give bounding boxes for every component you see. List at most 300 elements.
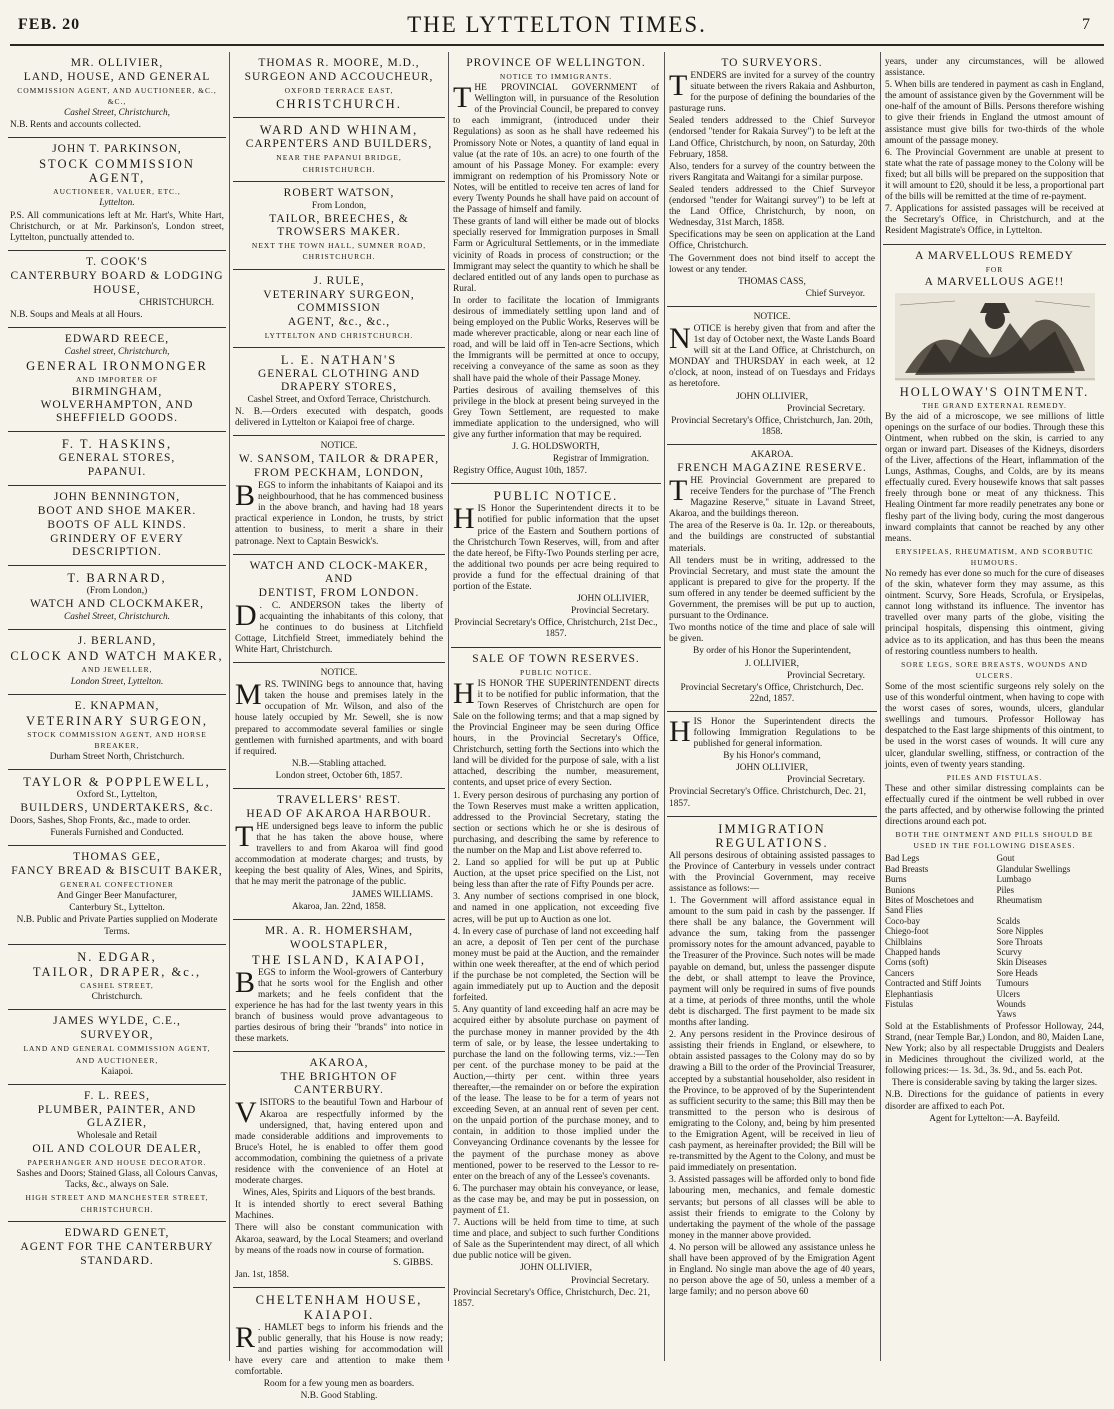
disease-item: Bad Breasts bbox=[885, 863, 929, 874]
ad-berland bbox=[8, 630, 226, 694]
ad-body: EGS to inform the inhabitants of Kaiapoi and its neighbourhood, that he has commenced business in the above branch, and having had 18 years practical experience in London, he trusts, by strict attention to business, to merit a share in their patronage. Next to Captain Beswick's. bbox=[235, 481, 443, 547]
ad-heading: AKAROA, bbox=[309, 1057, 369, 1070]
column-4 bbox=[667, 52, 877, 1361]
ad-line: From London, bbox=[311, 201, 367, 212]
ad-wylde bbox=[8, 1010, 226, 1085]
ad-body: IS HONOR THE SUPERINTENDENT directs it to be notified for public information, that the Town Reserves of Christchurch are open for Sale on the following terms; and that a map signed by the Provincial Engineer may be seen during Office hours, in the Provincial Secretary's Office, Christchurch, setting forth the Sections into which the land will be divided for the purpose of sale, with a list attached, describing the number, measurement, contents, and upset price of every Section. bbox=[453, 678, 659, 789]
ad-line: Oxford St., Lyttelton, bbox=[76, 789, 158, 800]
disease-list bbox=[885, 853, 1104, 1020]
ad-line: VETERINARY SURGEON, COMMISSION bbox=[263, 288, 415, 314]
advertiser-name: J. BERLAND, bbox=[77, 635, 157, 648]
ad-line: AUCTIONEER, VALUER, ETC., bbox=[53, 187, 181, 197]
ad-line: By his Honor's command, bbox=[723, 751, 821, 762]
advertiser-name: ROBERT WATSON, bbox=[283, 187, 395, 200]
ad-heading: AKAROA. bbox=[750, 449, 794, 460]
column-divider bbox=[880, 52, 881, 1361]
advertiser-name: EDWARD REECE, bbox=[64, 333, 170, 346]
ad-date: Akaroa, Jan. 22nd, 1858. bbox=[292, 901, 386, 912]
ad-ward-whinam bbox=[233, 118, 445, 182]
ad-body: HE Provincial Government are prepared to receive Tenders for the purchase of "The French Magazine Reserve," situate in Lavand Street, Akaroa, and the buildings thereon. bbox=[669, 476, 875, 520]
ad-heading: NOTICE. bbox=[320, 668, 358, 679]
disease-item: Gout bbox=[996, 853, 1015, 864]
drop-cap: D bbox=[235, 598, 257, 632]
ad-subheading: FRENCH MAGAZINE RESERVE. bbox=[677, 462, 867, 474]
ad-date: Provincial Secretary's Office. Christchurch, Dec. 21, 1857. bbox=[669, 787, 867, 809]
ad-line: OXFORD TERRACE EAST, bbox=[284, 86, 394, 95]
disease-item: Glandular Swellings bbox=[996, 863, 1071, 874]
column-1 bbox=[8, 52, 226, 1361]
disease-item: Chilblains bbox=[885, 936, 923, 947]
drop-cap: N bbox=[669, 321, 691, 355]
ad-line: Canterbury St., Lyttelton. bbox=[69, 903, 165, 914]
ad-body: 4. In every case of purchase of land not exceeding half an acre, a deposit of Ten per cent of the purchase money must be paid at the Auction, and the remainder within one week thereafter, at the end of which period if the purchase be not completed, the Section will be again immediately put up to Auction and the deposit forfeited. bbox=[453, 926, 659, 1004]
drop-cap: H bbox=[669, 714, 691, 748]
ad-heading: NOTICE. bbox=[753, 311, 791, 322]
ad-line: N.B. Rents and accounts collected. bbox=[10, 120, 141, 131]
ad-line: THE ISLAND, KAIAPOI, bbox=[251, 952, 426, 967]
advertiser-name: W. SANSOM, TAILOR & DRAPER, bbox=[238, 453, 440, 466]
ad-anderson bbox=[233, 555, 445, 663]
disease-item: Fistulas bbox=[885, 999, 914, 1010]
ad-body: By the aid of a microscope, we see millions of little openings on the surface of our bodies. Through these this Ointment, when rubbed on the skin, is carried to any organ or inward part. Diseases of the Kidneys, disorders of the Liver, affections of the Heart, inflammation of the Lungs, Asthmas, Coughs, and Colds, are by its means effectually cured. Every housewife knows that salt passes freely through bone or meat of any thickness. This Healing Ointment far more readily penetrates any bone or fleshy part of the living body, curing the most dangerous inward complaints that cannot be reached by any other means. bbox=[885, 411, 1104, 544]
ad-line: CHRISTCHURCH. bbox=[139, 297, 214, 308]
ad-line: GENERAL STORES, bbox=[58, 452, 176, 465]
ad-cook bbox=[8, 251, 226, 328]
ad-line: BUILDERS, UNDERTAKERS, &c. bbox=[20, 801, 214, 814]
signature-role: Registrar of Immigration. bbox=[552, 454, 649, 465]
ad-line: FOR bbox=[985, 264, 1004, 274]
advertiser-name: JOHN BENNINGTON, bbox=[53, 491, 181, 504]
ad-line: PLUMBER, PAINTER, AND GLAZIER, bbox=[37, 1104, 197, 1130]
disease-item bbox=[885, 1009, 993, 1019]
ad-line: BIRMINGHAM, WOLVERHAMPTON, AND SHEFFIELD GOODS. bbox=[40, 386, 194, 425]
drop-cap: M bbox=[235, 678, 262, 712]
ad-body: 6. The Provincial Government are unable at present to state what the rate of passage money to the Colony will be fixed; but all bills will be prepared on the supposition that it will amount to £20, should it be less, a proportional part of the bills will be remitted at the time of re-payment. bbox=[885, 147, 1104, 203]
column-3 bbox=[451, 52, 661, 1361]
ad-date: Provincial Secretary's Office, Christchurch, Jan. 20th, 1858. bbox=[671, 415, 873, 437]
ad-line: Cashel street, Christchurch, bbox=[64, 347, 170, 358]
ad-line: And Ginger Beer Manufacturer, bbox=[57, 891, 177, 902]
drop-cap: B bbox=[235, 479, 256, 513]
ad-taylor-popplewell bbox=[8, 770, 226, 846]
drop-cap: B bbox=[235, 965, 256, 999]
advertiser-name: CHELTENHAM HOUSE, bbox=[255, 1292, 423, 1307]
ad-line: Doors, Sashes, Shop Fronts, &c., made to order. bbox=[10, 815, 191, 826]
ad-moore bbox=[233, 52, 445, 118]
ad-line: CASHEL STREET, bbox=[80, 980, 154, 990]
ad-body: 3. Assisted passages will be afforded only to bond fide labouring men, mechanics, and female domestic servants; but persons of all classes will be able to assist their friends to emigrate to the Colony by undertaking the payment of the whole of the passage money in the manner above provided. bbox=[669, 1175, 875, 1241]
ad-line: LYTTELTON AND CHRISTCHURCH. bbox=[264, 330, 414, 340]
signature: JOHN OLLIVIER, bbox=[577, 594, 649, 605]
ad-line: GENERAL CLOTHING AND DRAPERY STORES, bbox=[257, 367, 421, 393]
ad-line: By order of his Honor the Superintendent, bbox=[692, 646, 852, 657]
advertiser-name: EDWARD GENET, bbox=[64, 1226, 170, 1239]
ad-gee bbox=[8, 846, 226, 944]
signature: JOHN OLLIVIER, bbox=[736, 763, 808, 774]
disease-item: Chapped hands bbox=[885, 947, 941, 957]
advertiser-name: J. RULE, bbox=[313, 274, 365, 287]
ad-date: Provincial Secretary's Office, Christchurch, 21st Dec., 1857. bbox=[454, 618, 658, 640]
ad-body: ISITORS to the beautiful Town and Harbour of Akaroa are respectfully informed by the undersigned, that, having entered upon and made considerable additions and improvements to Bruce's Hotel, he is enabled to offer them good accommodation, combining the quietness of a private residence with the convenience of an Hotel at moderate charges. bbox=[235, 1098, 443, 1187]
page-number: 7 bbox=[1082, 16, 1090, 33]
column-divider bbox=[448, 52, 449, 1361]
ad-line: N.B. Good Stabling. bbox=[300, 1391, 378, 1402]
notice-public bbox=[451, 484, 661, 647]
disease-item: Scalds bbox=[996, 915, 1020, 926]
ad-barnard bbox=[8, 566, 226, 630]
ad-subheading: THE GRAND EXTERNAL REMEDY. bbox=[922, 400, 1067, 410]
signature: S. GIBBS. bbox=[393, 1257, 433, 1268]
signature: J. OLLIVIER, bbox=[745, 658, 799, 669]
ad-date: Provincial Secretary's Office, Christchurch, Dec. 21, 1857. bbox=[453, 1287, 651, 1309]
ad-line: Wholesale and Retail bbox=[76, 1131, 158, 1142]
ad-subheading: PUBLIC NOTICE. bbox=[520, 667, 592, 677]
ad-line: Cashel Street, Christchurch, bbox=[63, 108, 171, 119]
ad-line: FROM PECKHAM, LONDON, bbox=[254, 467, 424, 480]
ad-body: 1. Every person desirous of purchasing any portion of the Town Reserves must make a written application, addressed to the Provincial Secretary, stating the section or sections which he or she is desirous of purchasing, and describing the same by reference to the number on the Map and List above referred to. bbox=[453, 790, 659, 856]
ad-line: HEAD OF AKAROA HARBOUR. bbox=[246, 808, 432, 820]
ad-line: Christchurch. bbox=[91, 991, 143, 1002]
disease-item: Corns (soft) bbox=[885, 957, 929, 968]
ad-heading: WATCH AND CLOCK-MAKER, AND bbox=[249, 559, 429, 585]
advertiser-name: TAYLOR & POPPLEWELL, bbox=[23, 774, 211, 789]
ad-reece bbox=[8, 328, 226, 432]
ad-line: LAND, HOUSE, AND GENERAL bbox=[23, 71, 211, 83]
ad-twining bbox=[233, 663, 445, 789]
signature-role: Chief Surveyor. bbox=[805, 288, 865, 299]
column-5 bbox=[883, 52, 1106, 1361]
ad-rees bbox=[8, 1085, 226, 1222]
ad-line: Sashes and Doors; Stained Glass, all Colours Canvas, Tacks, &c., always on Sale. bbox=[16, 1169, 218, 1191]
ad-cheltenham bbox=[233, 1288, 445, 1409]
ad-line: Funerals Furnished and Conducted. bbox=[50, 828, 184, 839]
signature: JOHN OLLIVIER, bbox=[520, 1263, 592, 1274]
ad-heading: TO SURVEYORS. bbox=[721, 57, 823, 69]
ad-line: Kaiapoi. bbox=[100, 1067, 134, 1077]
ad-line: COMMISSION AGENT, AND AUCTIONEER, &C., &C., bbox=[17, 86, 217, 107]
ad-line: LAND AND GENERAL COMMISSION AGENT, bbox=[23, 1043, 211, 1053]
ad-line: Cashel Street, Christchurch. bbox=[63, 612, 171, 623]
signature-role: Provincial Secretary. bbox=[786, 403, 865, 414]
ad-body: There will also be constant communication with Akaroa, seaward, by the Local Steamers; and overland by means of the roads now in course of formation. bbox=[235, 1223, 443, 1256]
ad-line: AGENT FOR THE CANTERBURY bbox=[20, 1240, 214, 1253]
disease-item: Lumbago bbox=[996, 874, 1031, 885]
ad-body: Some of the most scientific surgeons rely solely on the use of this wonderful ointment, when having to cope with the worst cases of sores, wounds, ulcers, glandular swellings and tumours. Professor Holloway has despatched to the East large shipments of this ointment, to be used in the worst cases of wounds. It will cure any ulcer, glandular swelling, stiffness, or contraction of the joints, even of twenty years standing. bbox=[885, 681, 1104, 770]
ad-body: The Government does not bind itself to accept the lowest or any tender. bbox=[669, 253, 875, 275]
disease-item: Cancers bbox=[885, 967, 914, 978]
ad-subheading: PILES AND FISTULAS. bbox=[946, 772, 1043, 782]
disease-item: Burns bbox=[885, 874, 907, 885]
ad-line: STANDARD. bbox=[80, 1254, 154, 1267]
disease-item: Tumours bbox=[996, 978, 1029, 989]
disease-item: Piles bbox=[996, 884, 1015, 895]
ad-line: CLOCK AND WATCH MAKER, bbox=[10, 649, 224, 664]
notice-immigration-regulations bbox=[667, 817, 877, 1305]
column-divider bbox=[664, 52, 665, 1361]
ad-body: HE PROVINCIAL GOVERNMENT of Wellington will, in pursuance of the Resolution of the Provincial Council, be prepared to convey to each immigrant, (introduced under their Regulations) as soon as he shall have redeemed his Promissory Note or Notes, a quantity of land equal in value (at the rate of 10s. an acre) to one fourth of the amount of his Passage Money. For example: every immigrant on redemption of his Promissory Note or Notes, will be entitled to receive ten acres of land for every Twenty Pounds he shall have paid on account of the Passage of himself and family. bbox=[453, 83, 659, 216]
signature: JOHN OLLIVIER, bbox=[736, 391, 808, 402]
disease-item: Sore Throats bbox=[996, 936, 1043, 947]
ad-line: HOUSE, bbox=[93, 283, 141, 296]
ad-line: N.B. Soups and Meals at all Hours. bbox=[10, 309, 143, 320]
ad-line: BOOTS OF ALL KINDS. bbox=[47, 519, 187, 532]
ad-homersham bbox=[233, 920, 445, 1053]
ad-body: The area of the Reserve is 0a. 1r. 12p. or thereabouts, and the buildings are constructed of substantial materials. bbox=[669, 521, 875, 554]
ad-body: 5. Any quantity of land exceeding half an acre may be acquired either by absolute purchase on payment of the purchase money in manner provided by the 4th term of sale, or by lease, the lessee undertaking to purchase the land on the following terms, viz.:—Ten per cent. of the purchase money to be paid at the Auction,—thirty per cent. within three years thereafter,—the remainder on or before the expiration of the lease. The lease to be for a term of years not exceeding Seven, at an annual rent of seven per cent. on the unpaid portion of the purchase money, and to contain, in addition to those implied under the Conveyancing Ordinance covenants by the lessee for the payment of the purchase money as above mentioned, power to be reserved to the Lessor to re-enter on the breach of any of the Lessee's covenants. bbox=[453, 1005, 659, 1182]
advertiser-name: MR. OLLIVIER, bbox=[70, 57, 164, 69]
advertiser-name: E. KNAPMAN, bbox=[74, 699, 160, 712]
ad-line: TAILOR, DRAPER, &c., bbox=[32, 964, 202, 979]
disease-item: Sore Nipples bbox=[996, 926, 1044, 937]
column-divider bbox=[229, 52, 230, 1361]
ad-line: GENERAL IRONMONGER bbox=[26, 359, 208, 374]
ad-body: years, under any circumstances, will be allowed assistance. bbox=[885, 57, 1104, 79]
ad-line: AND AUCTIONEER, bbox=[75, 1055, 159, 1065]
ad-body: These and other similar distressing complaints can be effectually cured if the ointment be well rubbed in over the parts affected, and by otherwise following the printed directions around each pot. bbox=[885, 783, 1104, 828]
ad-date: Provincial Secretary's Office, Christchurch, Dec. 22nd, 1857. bbox=[680, 682, 864, 704]
drop-cap: T bbox=[669, 474, 688, 507]
ad-body: Also, tenders for a survey of the country between the rivers Rangitata and Waitangi for a similar purpose. bbox=[669, 161, 875, 183]
disease-item: Yaws bbox=[996, 1009, 1017, 1020]
newspaper-title: THE LYTTELTON TIMES. bbox=[407, 12, 707, 37]
disease-item: Wounds bbox=[996, 999, 1026, 1010]
disease-item: Contracted and Stiff Joints bbox=[885, 978, 982, 989]
ad-line: SURGEON AND ACCOUCHEUR, bbox=[244, 71, 434, 83]
ad-line: N.B.—Stabling attached. bbox=[291, 758, 387, 769]
ad-line: Durham Street North, Christchurch. bbox=[49, 751, 185, 762]
ad-body: HE undersigned begs leave to inform the public that he has taken the above house, where travellers to and from Akaroa will find good accommodation at moderate charges; and trusts, by keeping the best quality of Ales, Wines, and Spirits, that he may merit the patronage of the public. bbox=[235, 822, 443, 888]
notice-wellington-immigrants bbox=[451, 52, 661, 484]
drop-cap: T bbox=[235, 820, 254, 853]
ad-subheading: NOTICE TO IMMIGRANTS. bbox=[499, 72, 613, 81]
ad-body: Sealed tenders addressed to the Chief Surveyor (endorsed "tender for Waitangi survey") to be left at the Land Office, Christchurch, by noon, on Wednesday, 31st March, 1858. bbox=[669, 184, 875, 229]
ad-body: . C. ANDERSON takes the liberty of acquainting the inhabitants of this colony, that he continues to do business at Litchfield Cottage, Litchfield Street, immediately behind the White Hart, Christchurch. bbox=[235, 600, 443, 655]
ad-line: HIGH STREET AND MANCHESTER STREET, CHRISTCHURCH. bbox=[25, 1193, 209, 1214]
ad-line: NEAR THE PAPANUI BRIDGE, bbox=[276, 153, 402, 163]
ad-line: VETERINARY SURGEON, bbox=[26, 713, 208, 728]
masthead bbox=[0, 0, 1114, 46]
advertiser-name: N. EDGAR, bbox=[77, 949, 157, 964]
ad-body: All tenders must be in writing, addressed to the Provincial Secretary, and must state the amount the applicant is prepared to give for the property. If the sum offered in any tender be deemed sufficient by the Government, the premises will be put up to auction, pursuant to the Ordinance. bbox=[669, 555, 875, 622]
ad-line: CARPENTERS AND BUILDERS, bbox=[245, 138, 433, 151]
ad-travellers-rest bbox=[233, 789, 445, 920]
disease-item: Bad Legs bbox=[885, 853, 920, 864]
ad-body: 6. The purchaser may obtain his conveyance, or lease, as the case may be, and may be put in possession, on payment of £1. bbox=[453, 1183, 659, 1216]
ad-heading: A MARVELLOUS REMEDY bbox=[915, 249, 1074, 262]
disease-item: Bites of Moschetoes and Sand Flies bbox=[885, 894, 974, 916]
ad-heading: TRAVELLERS' REST. bbox=[276, 794, 402, 806]
ad-line: CHRISTCHURCH. bbox=[302, 165, 376, 175]
ad-line: Cashel Street, and Oxford Terrace, Christchurch. bbox=[247, 394, 431, 405]
ad-body: IS Honor the Superintendent directs it to be notified for public information that the upset price of the Eastern and Southern portions of the Christchurch Town Reserves, will, from and after the date hereof, be Fifty-Two Pounds sterling per acre, the additional two pounds per acre being required to provide a fund for the effectual draining of that portion of the Estate. bbox=[453, 504, 659, 593]
ad-body: RS. TWINING begs to announce that, having taken the house and premises lately in the occupation of Mr. Wilson, and also of the house lately occupied by Mr. Sewell, she is now prepared to accommodate several families or single gentlemen with furnished apartments, and with board if required. bbox=[235, 680, 443, 757]
disease-item: Bunions bbox=[885, 884, 916, 895]
advertiser-name: JOHN T. PARKINSON, bbox=[52, 143, 182, 156]
notice-immigration-continued bbox=[883, 52, 1106, 245]
drop-cap: V bbox=[235, 1096, 257, 1130]
ad-date: Jan. 1st, 1858. bbox=[235, 1269, 289, 1280]
ad-body: 4. No person will be allowed any assistance unless he shall have been approved of by the Emigration Agent in England. No single man above the age of 40 years, no person above the age of 50, unless a member of a large family; and no person above 60 bbox=[669, 1242, 875, 1298]
engraving-illustration bbox=[895, 293, 1095, 381]
advertiser-name: T. BARNARD, bbox=[67, 571, 167, 586]
signature-role: Provincial Secretary. bbox=[570, 1275, 649, 1286]
signature: THOMAS CASS, bbox=[738, 276, 806, 287]
notice-french-magazine-reserve bbox=[667, 445, 877, 712]
ad-body: It is intended shortly to erect several Bathing Machines. bbox=[235, 1200, 443, 1222]
ad-line: CANTERBURY BOARD & LODGING bbox=[10, 269, 224, 282]
ad-line: PAPERHANGER AND HOUSE DECORATOR. bbox=[27, 1158, 207, 1168]
ad-body: 7. Applications for assisted passages will be received at the Secretary's Office, in Christchurch, and at the Resident Magistrate's Office, in Lyttelton. bbox=[885, 204, 1104, 237]
ad-line: DENTIST, FROM LONDON. bbox=[258, 586, 420, 599]
ad-ollivier bbox=[8, 52, 226, 138]
ad-body: P.S. All communications left at Mr. Hart's, White Hart, Christchurch, or at Mr. Parkinson's, London street, Lyttelton, punctually attended to. bbox=[10, 210, 224, 243]
product-name: HOLLOWAY'S OINTMENT. bbox=[899, 384, 1090, 399]
ad-line: BOOT AND SHOE MAKER. bbox=[37, 505, 197, 518]
disease-item: Coco-bay bbox=[885, 915, 920, 926]
ad-line: GRINDERY OF EVERY DESCRIPTION. bbox=[50, 533, 184, 559]
ad-line: OIL AND COLOUR DEALER, bbox=[32, 1143, 202, 1156]
disease-item: Rheumatism bbox=[996, 894, 1042, 905]
disease-item: Sore Heads bbox=[996, 967, 1038, 978]
disease-item: Scurvy bbox=[996, 947, 1022, 957]
ad-body: 7. Auctions will be held from time to time, at such time and place, and subject to such further Conditions of Sale as the Superintendent may direct, of all which due public notice will be given. bbox=[453, 1218, 659, 1262]
ad-body: ENDERS are invited for a survey of the country situate between the rivers Rakaia and Ashburton, for the purpose of defining the boundaries of the pasturage runs. bbox=[669, 71, 875, 115]
ad-body: Two months notice of the time and place of sale will be given. bbox=[669, 623, 875, 645]
ad-subheading: SORE LEGS, SORE BREASTS, WOUNDS AND ULCERS. bbox=[901, 659, 1088, 680]
signature: JAMES WILLIAMS. bbox=[351, 889, 433, 900]
ad-akaroa-brighton bbox=[233, 1052, 445, 1288]
ad-body: Sold at the Establishments of Professor Holloway, 244, Strand, (near Temple Bar,) London, and 80, Maiden Lane, New York; also by all respectable Druggists and Dealers in Medicines throughout the civilized world, at the following prices:— 1s. 3d., 3s. 9d., and 5s. each Pot. bbox=[885, 1021, 1104, 1077]
ad-haskins bbox=[8, 432, 226, 486]
signature: J. G. HOLDSWORTH, bbox=[512, 442, 600, 453]
notice-to-surveyors bbox=[667, 52, 877, 307]
ad-line: London street, October 6th, 1857. bbox=[275, 770, 403, 781]
ad-line: AND JEWELLER, bbox=[81, 665, 153, 675]
ad-line: Lyttelton. bbox=[99, 198, 135, 209]
ad-parkinson bbox=[8, 138, 226, 250]
drop-cap: H bbox=[453, 676, 475, 710]
ad-body: 1. The Government will afford assistance equal in amount to the sum paid in cash by the passenger. If there shall be any balance, the Government will advance the sum, taking from the passenger promissory notes for the amount advanced, payable to the Treasurer of the Province. Such notes will be made payable on demand, but, unless the passenger dispute the debt, or shall attempt to leave the Province, payment will only be required in sums of five pounds at a time, at periods of three months, until the whole debt is discharged. The first payment to be made six months after landing. bbox=[669, 896, 875, 1029]
ad-body: No remedy has ever done so much for the cure of diseases of the skin, whatever form they may assume, as this ointment. Scurvy, Sore Heads, Scrofula, or Erysipelas, cannot long withstand its influence. The inventor has travelled over many parts of the globe, visiting the principal hospitals, dispensing this ointment, giving advice as to its application, and has thus been the means of restoring countless numbers to health. bbox=[885, 569, 1104, 657]
ad-line: Room for a few young men as boarders. bbox=[263, 1379, 415, 1390]
issue-date: FEB. 20 bbox=[18, 16, 81, 33]
ad-line: AND IMPORTER OF bbox=[75, 375, 159, 385]
ad-line: (From London,) bbox=[86, 586, 148, 597]
masthead-rule bbox=[10, 44, 1104, 46]
ad-line: N.B. Public and Private Parties supplied on Moderate Terms. bbox=[16, 915, 218, 937]
ad-rule bbox=[233, 270, 445, 348]
advertiser-name: F. T. HASKINS, bbox=[61, 437, 173, 452]
advertiser-name: F. L. REES, bbox=[84, 1090, 150, 1103]
advertiser-name: WARD AND WHINAM, bbox=[259, 123, 419, 138]
ad-line: GENERAL CONFECTIONER bbox=[60, 880, 174, 890]
ad-line: Wines, Ales, Spirits and Liquors of the best brands. bbox=[242, 1188, 436, 1199]
ad-holloways-ointment bbox=[883, 245, 1106, 1131]
ad-body: 2. Land so applied for will be put up at Public Auction, at the upset price specified on the List, not being less than after the rate of Fifty Pounds per acre. bbox=[453, 858, 659, 891]
ad-knapman bbox=[8, 695, 226, 770]
ad-body: All persons desirous of obtaining assisted passages to the Province of Canterbury in vessels under contract with the Provincial Government, may receive assistance as follows:— bbox=[669, 850, 875, 894]
signature-role: Provincial Secretary. bbox=[786, 775, 865, 786]
ad-body: IS Honor the Superintendent directs the following Immigration Regulations to be published for general information. bbox=[693, 716, 875, 750]
ad-body: In order to facilitate the location of Immigrants desirous of immediately settling upon land and of being employed on the Public Works, Reserves will be made wherever practicable, along or near each line of road, and will be laid off in Ten-acre Sections, which the Immigrants will be permitted at once to occupy, receiving a conveyance of the same as soon as they shall have paid the whole of their Passage Money. bbox=[453, 295, 659, 384]
disease-item: Elephantiasis bbox=[885, 988, 933, 999]
ad-body: Specifications may be seen on application at the Land Office, Christchurch. bbox=[669, 230, 875, 252]
notice-sale-town-reserves bbox=[451, 648, 661, 1316]
advertiser-name: THOMAS GEE, bbox=[73, 851, 161, 864]
ad-line: There is considerable saving by taking the larger sizes. bbox=[891, 1078, 1098, 1089]
ad-line: WATCH AND CLOCKMAKER, bbox=[29, 598, 205, 611]
ad-line: London Street, Lyttelton. bbox=[70, 676, 164, 687]
drop-cap: H bbox=[453, 502, 475, 536]
ad-line: PAPANUI. bbox=[87, 466, 147, 479]
ad-edgar bbox=[8, 945, 226, 1010]
ad-heading: PUBLIC NOTICE. bbox=[493, 489, 619, 504]
advertiser-name: MR. A. R. HOMERSHAM, bbox=[264, 924, 414, 937]
column-2 bbox=[233, 52, 445, 1402]
ad-body: Parties desirous of availing themselves of this privilege in the block at present being surveyed in the Grey Town Settlement, are requested to make immediate application to the undersigned, who will give any further information that may be required. bbox=[453, 385, 659, 440]
ad-line: STOCK COMMISSION AGENT, bbox=[39, 157, 195, 186]
ad-bennington bbox=[8, 486, 226, 566]
ad-line: FANCY BREAD & BISCUIT BAKER, bbox=[11, 865, 223, 878]
ad-body: 2. Any persons resident in the Province desirous of assisting their friends in England, or elsewhere, to obtain assisted passages to the Colony may do so by drawing a Bill to the order of the Provincial Treasurer, accepted by a substantial householder, also resident in the Province, to be approved of by the Superintendent as sufficient security to the same; this Bill may then be transmitted to the person who is desirous of emigrating to the Colony, and, being by him presented to the Emigration Agent, will be received in lieu of cash payment, as hereinafter provided; the Bill will be re-transmitted by the Agent to the Colony, and must be paid immediately on presentation. bbox=[669, 1030, 875, 1174]
disease-item: Skin Diseases bbox=[996, 957, 1047, 968]
ad-body: EGS to inform the Wool-growers of Canterbury that he sorts wool for the English and other markets; and he feels confident that the experience he has had for the last twenty years in this branch of business would prove advantageous to parties desirous of bring their "brands" into notice in these markets. bbox=[235, 967, 443, 1045]
ad-genet bbox=[8, 1222, 226, 1274]
advertiser-name: JAMES WYLDE, C.E., bbox=[53, 1014, 181, 1027]
ad-line: WOOLSTAPLER, bbox=[289, 938, 389, 951]
signature-role: Provincial Secretary. bbox=[786, 670, 865, 681]
signature-role: Provincial Secretary. bbox=[570, 606, 649, 617]
agent-line: Agent for Lyttelton:—A. Bayfeild. bbox=[929, 1113, 1060, 1124]
ad-body: . HAMLET begs to inform his friends and the public generally, that his House is now ready; and parties wishing for accommodation will have every care and attention to make them comfortable. bbox=[235, 1322, 443, 1378]
advertiser-name: T. COOK'S bbox=[86, 255, 148, 268]
ad-body: 5. When bills are tendered in payment as cash in England, the amount of assistance given by the Government will be one-half of the amount of Bills. Persons therefore wishing to give their friends in England the utmost amount of assistance must give bills for two-thirds of the whole amount of the passage money. bbox=[885, 80, 1104, 146]
notice-waste-lands-board bbox=[667, 307, 877, 445]
advertiser-name: L. E. NATHAN'S bbox=[280, 352, 398, 367]
ad-line: AGENT, &c., &c., bbox=[287, 315, 391, 328]
ad-sansom bbox=[233, 436, 445, 555]
ad-heading: SALE OF TOWN RESERVES. bbox=[472, 652, 640, 665]
drop-cap: T bbox=[669, 69, 688, 102]
ad-body: N. B.—Orders executed with despatch, goods delivered in Lyttelton or Kaiapoi free of charge. bbox=[235, 406, 443, 428]
ad-line: A MARVELLOUS AGE!! bbox=[924, 275, 1065, 288]
ad-line: THE BRIGHTON OF CANTERBURY. bbox=[280, 1071, 398, 1097]
advertiser-name: THOMAS R. MOORE, M.D., bbox=[258, 57, 420, 69]
ad-line: TAILOR, BREECHES, & TROWSERS MAKER. bbox=[269, 213, 409, 239]
ad-line: NEXT THE TOWN HALL, SUMNER ROAD, CHRISTCHURCH. bbox=[251, 241, 427, 262]
ad-heading: NOTICE. bbox=[320, 440, 358, 451]
ad-date: Registry Office, August 10th, 1857. bbox=[453, 466, 587, 477]
ad-watson bbox=[233, 182, 445, 269]
ad-line: N.B. Directions for the guidance of patients in every disorder are affixed to each Pot. bbox=[885, 1090, 1104, 1112]
disease-item: Ulcers bbox=[996, 988, 1020, 999]
ad-line: KAIAPOI. bbox=[303, 1307, 375, 1322]
ad-subheading: ERYSIPELAS, RHEUMATISM, AND SCORBUTIC HUMOURS. bbox=[895, 546, 1094, 567]
notice-immigration-directive bbox=[667, 712, 877, 817]
ad-body: 3. Any number of sections comprised in one block, and named in one application, not exceeding five acres, will be put up to Auction as one lot. bbox=[453, 892, 659, 925]
ad-heading: PROVINCE OF WELLINGTON. bbox=[466, 57, 646, 69]
ad-body: These grants of land will either be made out of blocks specially reserved for Immigration purposes in Small Farm or Agricultural Settlements, or in the immediate vicinity of Roads in process of construction; or the Immigrant may select the quantity to which he shall be declared entitled out of any lands open to purchase as Rural. bbox=[453, 217, 659, 294]
ad-nathan bbox=[233, 348, 445, 436]
drop-cap: R bbox=[235, 1320, 256, 1354]
drop-cap: T bbox=[453, 81, 472, 115]
disease-item: Chiego-foot bbox=[885, 926, 929, 937]
ad-line: CHRISTCHURCH. bbox=[276, 97, 402, 112]
ad-line: STOCK COMMISSION AGENT, AND HORSE BREAKER, bbox=[27, 729, 207, 750]
ad-body: OTICE is hereby given that from and after the 1st day of October next, the Waste Lands Board will sit at the Land Office, at Christchurch, on MONDAY and THURSDAY in each week, at 12 o'clock, at noon, instead of on Tuesdays and Fridays as heretofore. bbox=[669, 323, 875, 390]
ad-subheading: BOTH THE OINTMENT AND PILLS SHOULD BE USED IN THE FOLLOWING DISEASES. bbox=[895, 830, 1094, 851]
ad-body: Sealed tenders addressed to the Chief Surveyor (endorsed "tender for Rakaia Survey") to be left at the Land Office, Christchurch, by noon, on Saturday, 20th February, 1858. bbox=[669, 116, 875, 160]
